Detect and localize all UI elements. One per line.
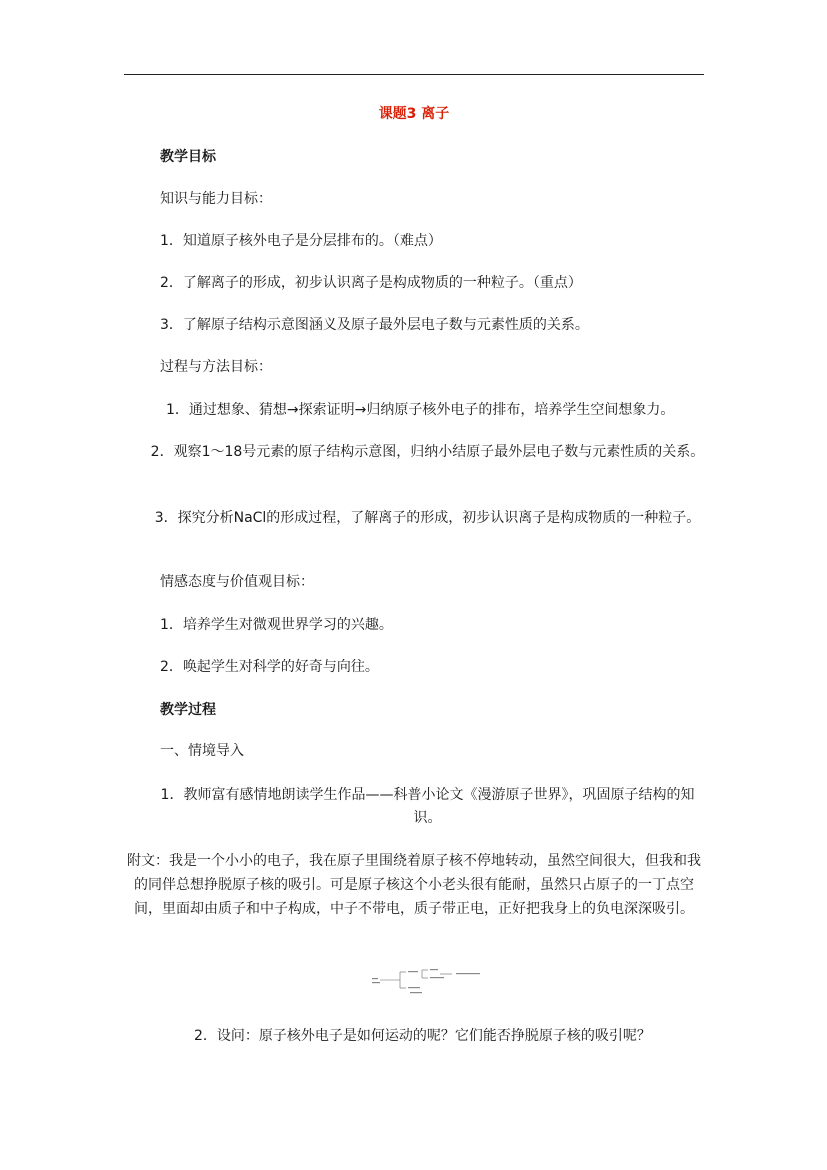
emotion-goals-heading: 情感态度与价值观目标： bbox=[160, 574, 314, 590]
intro-step-1: 1．教师富有感情地朗读学生作品——科普小论文《漫游原子世界》，巩固原子结构的知识。 bbox=[160, 787, 695, 826]
knowledge-goal-2: 2．了解离子的形成，初步认识离子是构成物质的一种粒子。（重点） bbox=[160, 275, 582, 291]
emotion-goal-2: 2．唤起学生对科学的好奇与向往。 bbox=[160, 659, 379, 675]
atom-structure-diagram bbox=[370, 966, 490, 996]
knowledge-goal-1: 1．知道原子核外电子是分层排布的。（难点） bbox=[160, 233, 442, 249]
knowledge-goal-3: 3．了解原子结构示意图涵义及原子最外层电子数与元素性质的关系。 bbox=[160, 317, 589, 333]
heading-teaching-goals: 教学目标 bbox=[160, 149, 216, 165]
intro-step-2: 2．设问：原子核外电子是如何运动的呢？它们能否挣脱原子核的吸引呢？ bbox=[194, 1028, 651, 1044]
lesson-title: 课题3 离子 bbox=[378, 106, 450, 122]
process-goal-2: 2．观察1～18号元素的原子结构示意图，归纳小结原子最外层电子数与元素性质的关系。 bbox=[150, 444, 705, 460]
knowledge-goals-heading: 知识与能力目标： bbox=[160, 191, 272, 207]
intro-heading: 一、情境导入 bbox=[160, 743, 244, 759]
process-goal-3: 3．探究分析NaCl的形成过程，了解离子的形成，初步认识离子是构成物质的一种粒子。 bbox=[154, 510, 701, 526]
process-goal-1: 1．通过想象、猜想→探索证明→归纳原子核外电子的排布，培养学生空间想象力。 bbox=[166, 402, 675, 418]
emotion-goal-1: 1．培养学生对微观世界学习的兴趣。 bbox=[160, 617, 393, 633]
header-rule bbox=[124, 74, 704, 75]
appendix-paragraph: 附文：我是一个小小的电子，我在原子里围绕着原子核不停地转动，虽然空间很大，但我和我的同伴总想挣脱原子核的吸引。可是原子核这个小老头很有能耐，虽然只占原子的一丁点空间，里面却由质子和中子构成，中子不带电，质子带正电，正好把我身上的负电深深吸引。 bbox=[127, 853, 701, 917]
process-goals-heading: 过程与方法目标： bbox=[160, 359, 272, 375]
heading-teaching-process: 教学过程 bbox=[160, 702, 216, 718]
